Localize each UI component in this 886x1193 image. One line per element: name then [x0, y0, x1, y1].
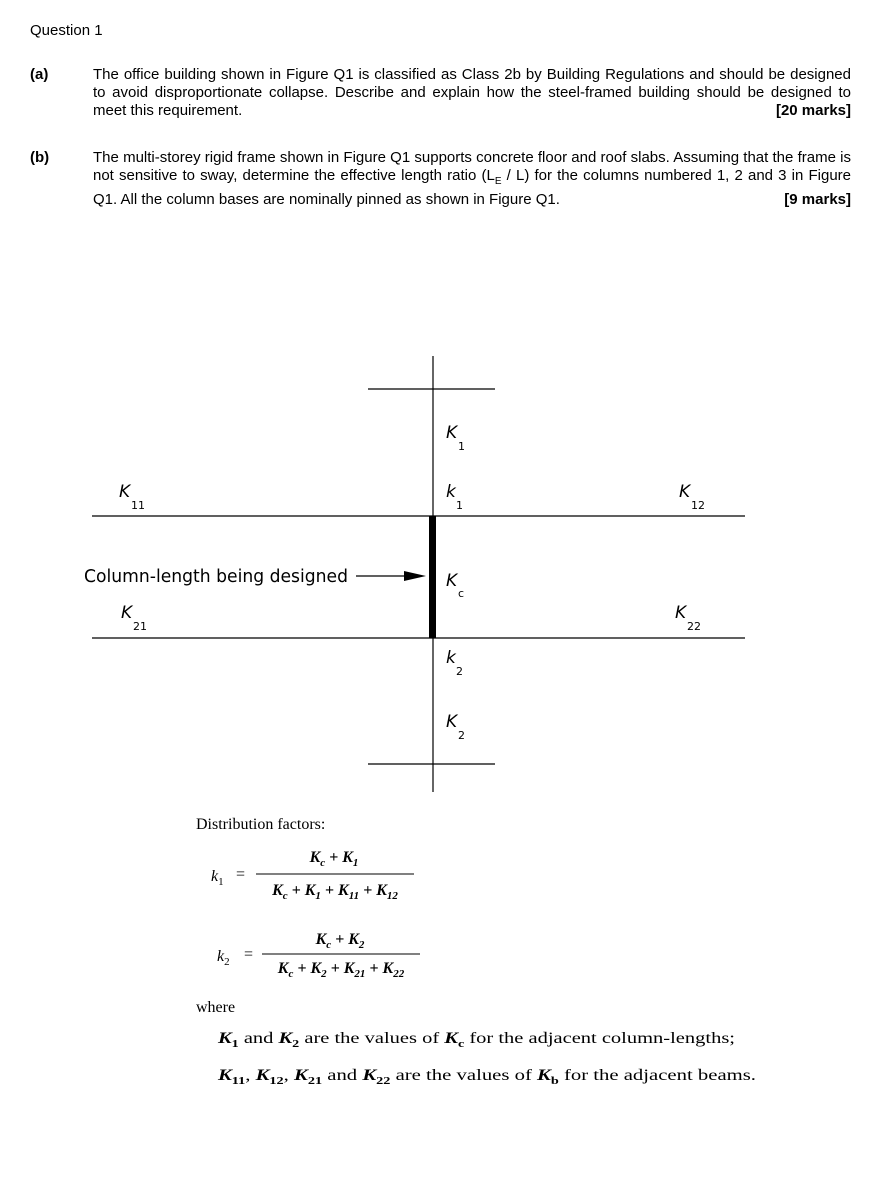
callout-arrow-head [404, 571, 426, 581]
designed-column-segment [429, 516, 436, 638]
lower-right-beam-sub: 22 [687, 620, 701, 633]
bottom-column-label: K [446, 712, 458, 732]
part-b-body-start: The multi-storey rigid frame shown in Figure Q1 supports concrete floor and roof slabs. Assuming that the frame is not sensitive to sway, determine the effective length ratio (L [93, 149, 851, 184]
lower-left-beam-label: K [121, 603, 133, 623]
upper-factor-sub: 1 [456, 499, 463, 512]
where-line-2: K $_{11}$ , K $_{12}$ , K $_{21}$ and K $_{22}$ are the values of K $_b$ for the adjacent beams. [218, 1067, 712, 1087]
part-a-marks: [20 marks] [775, 102, 851, 119]
upper-right-beam-sub: 12 [691, 499, 705, 512]
top-column-sub: 1 [458, 440, 465, 453]
part-b-body-end: / L) for the columns numbered 1, 2 and 3 in Figure Q1. All the column bases are nominally pinned as shown in Figure Q1. [93, 167, 851, 208]
k2-lhs: $k_2$ [217, 948, 230, 968]
k1-numerator: $K_c + K_1$ [309, 849, 359, 869]
part-b-label: (b) [30, 149, 50, 166]
lower-factor-sub: 2 [456, 665, 463, 678]
where-line-1: K $_1$ and K $_2$ are the values of K $_c$ for the adjacent column-lengths; [218, 1030, 676, 1050]
bottom-column-sub: 2 [458, 729, 465, 742]
upper-left-beam-label: K [119, 482, 131, 502]
upper-right-beam-label: K [679, 482, 691, 502]
column-callout: Column-length being designed [84, 566, 348, 587]
where-label: where [196, 999, 236, 1016]
formula-heading: Distribution factors: [196, 816, 326, 833]
k1-denominator: $K_c + K_1 + K_{11} + K_{12}$ [272, 882, 398, 902]
k1-lhs: $k_1$ [211, 868, 224, 888]
k2-denominator: $K_c + K_2 + K_{21} + K_{22}$ [277, 960, 405, 980]
lower-left-beam-sub: 21 [133, 620, 147, 633]
k1-equals: = [236, 866, 246, 883]
column-label: K [446, 571, 458, 591]
top-column-label: K [446, 423, 458, 443]
part-b-subscript: E [494, 176, 502, 187]
k2-equals: = [244, 946, 254, 963]
part-a-body: The office building shown in Figure Q1 is classified as Class 2b by Building Regulations and should be designed to avoid disproportionate collapse. Describe and explain how the steel-framed building should be designed to meet this requirement. [93, 66, 851, 119]
upper-left-beam-sub: 11 [131, 499, 145, 512]
k2-numerator: $K_c + K_2$ [315, 931, 365, 951]
lower-right-beam-label: K [675, 603, 687, 623]
column-sub: c [458, 587, 465, 600]
question-heading: Question 1 [30, 22, 103, 39]
upper-factor-label: k [446, 482, 456, 502]
part-a-label: (a) [30, 66, 49, 83]
lower-factor-label: k [446, 648, 456, 668]
part-b-marks: [9 marks] [784, 191, 851, 208]
